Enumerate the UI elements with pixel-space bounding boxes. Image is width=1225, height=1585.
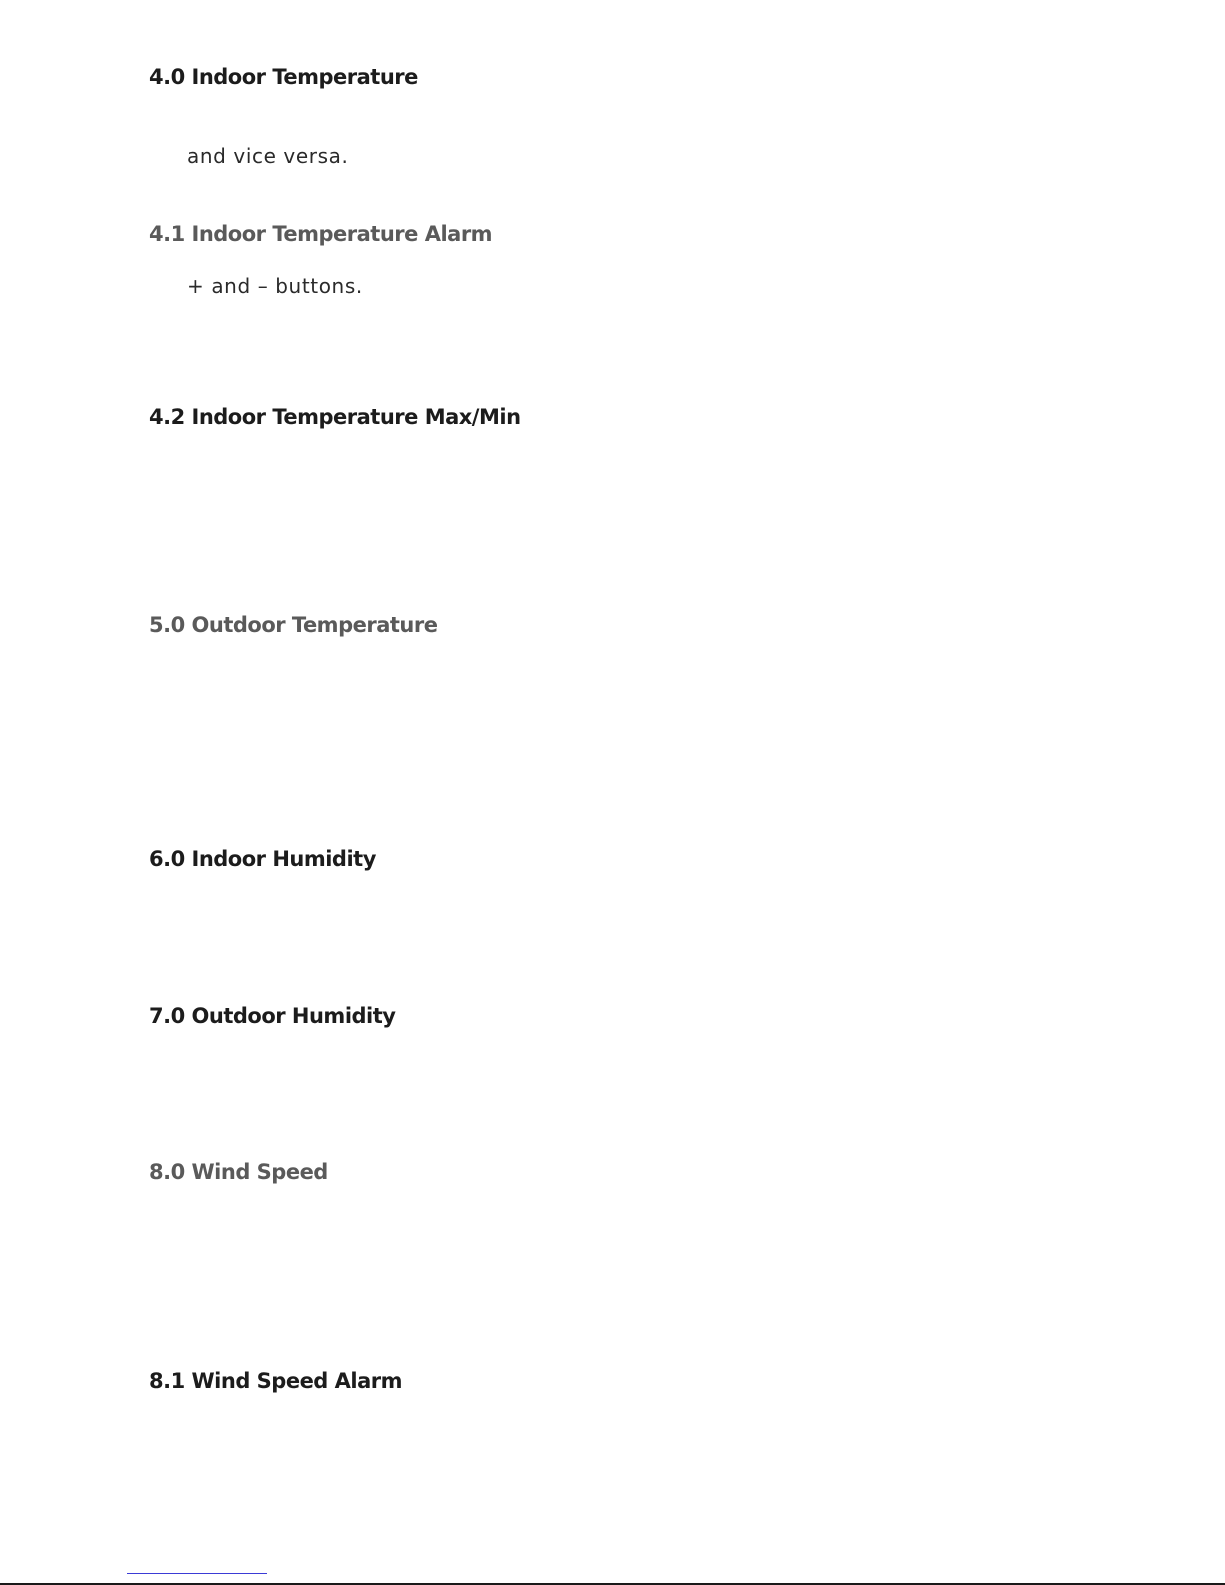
heading-wind-speed-alarm: 8.1 Wind Speed Alarm: [149, 1369, 403, 1393]
footnote-separator: [127, 1573, 267, 1574]
paragraph-indoor-temperature: and vice versa.: [187, 144, 349, 168]
heading-indoor-temperature: 4.0 Indoor Temperature: [149, 65, 418, 89]
paragraph-indoor-temperature-alarm: + and – buttons.: [187, 274, 363, 298]
heading-outdoor-temperature: 5.0 Outdoor Temperature: [149, 613, 438, 637]
heading-outdoor-humidity: 7.0 Outdoor Humidity: [149, 1004, 396, 1028]
heading-indoor-temperature-max-min: 4.2 Indoor Temperature Max/Min: [149, 405, 521, 429]
heading-indoor-temperature-alarm: 4.1 Indoor Temperature Alarm: [149, 222, 493, 246]
heading-wind-speed: 8.0 Wind Speed: [149, 1160, 328, 1184]
heading-indoor-humidity: 6.0 Indoor Humidity: [149, 847, 376, 871]
